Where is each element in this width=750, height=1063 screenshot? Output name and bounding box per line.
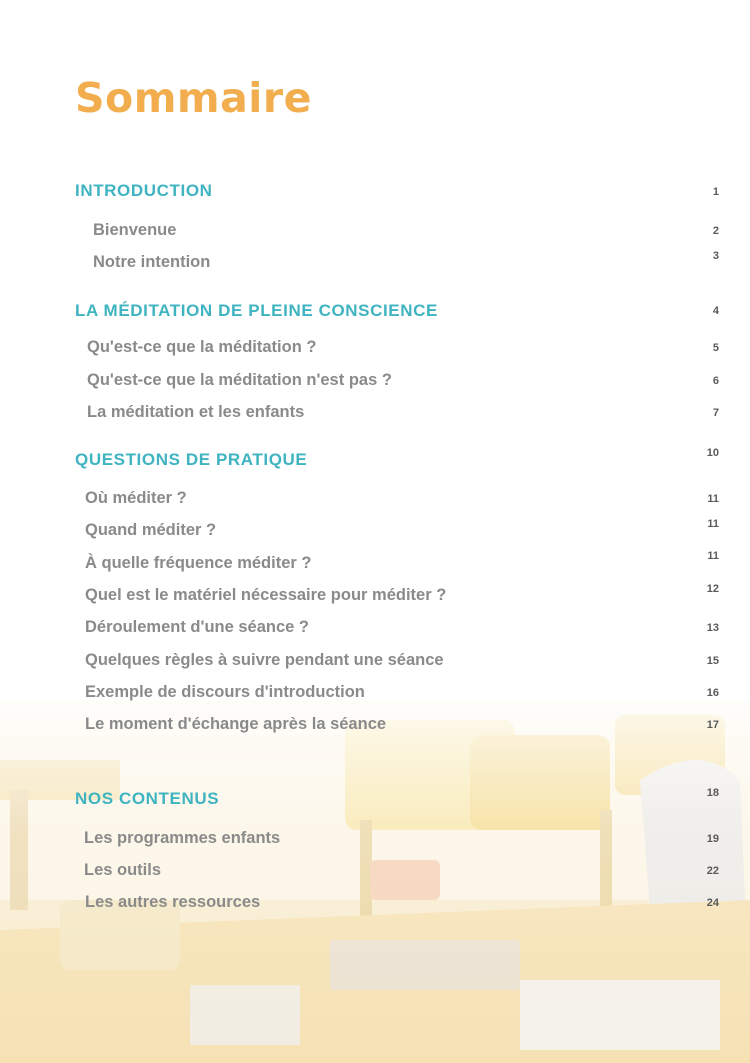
page-number: 13	[706, 622, 719, 634]
toc-item[interactable]	[0, 489, 750, 513]
section-heading: INTRODUCTION	[75, 181, 213, 200]
toc-item-label: Exemple de discours d'introduction	[85, 683, 365, 701]
page-number: 11	[707, 550, 719, 562]
toc-item[interactable]	[0, 403, 750, 427]
toc-section-contents[interactable]	[0, 789, 750, 813]
page-number: 16	[706, 687, 719, 699]
toc-item[interactable]	[0, 550, 750, 578]
toc-item-label: Les outils	[84, 861, 162, 879]
section-heading: LA MÉDITATION DE PLEINE CONSCIENCE	[75, 301, 438, 320]
toc-item[interactable]	[0, 893, 750, 917]
toc-section-practice[interactable]	[0, 447, 750, 474]
page-number: 1	[712, 186, 719, 198]
page-number: 18	[706, 787, 719, 799]
toc-item-label: La méditation et les enfants	[87, 403, 305, 421]
page-number: 3	[712, 250, 719, 262]
toc-item-label: Déroulement d'une séance ?	[85, 618, 309, 636]
toc-item[interactable]	[0, 715, 750, 739]
toc-item-label: Quel est le matériel nécessaire pour méditer ?	[85, 586, 447, 604]
page-number: 5	[712, 342, 719, 354]
page-number: 19	[706, 833, 719, 845]
page-number: 15	[706, 655, 719, 667]
toc-section-meditation[interactable]	[0, 301, 750, 325]
toc-item[interactable]	[0, 683, 750, 707]
toc-item[interactable]	[0, 250, 750, 277]
toc-item[interactable]	[0, 518, 750, 545]
toc-item-label: À quelle fréquence méditer ?	[85, 554, 312, 572]
toc-item[interactable]	[0, 861, 750, 885]
page-number: 12	[706, 583, 719, 595]
toc-item-label: Notre intention	[93, 253, 211, 271]
section-heading: NOS CONTENUS	[75, 789, 220, 808]
page-number: 7	[712, 407, 719, 419]
page-number: 10	[706, 447, 719, 459]
toc-item[interactable]	[0, 829, 750, 853]
toc-item[interactable]	[0, 221, 750, 245]
toc-item[interactable]	[0, 651, 750, 675]
page-number: 22	[706, 865, 719, 877]
page-number: 11	[707, 493, 719, 505]
toc-item[interactable]	[0, 338, 750, 362]
toc-item-label: Qu'est-ce que la méditation ?	[87, 338, 317, 356]
toc-item-label: Les autres ressources	[85, 893, 261, 911]
page-number: 11	[707, 518, 719, 530]
page-number: 24	[706, 897, 719, 909]
page-title: Sommaire	[75, 74, 312, 122]
page-number: 17	[706, 719, 719, 731]
toc-item-label: Où méditer ?	[85, 489, 187, 507]
page-number: 2	[712, 225, 719, 237]
toc-item-label: Quelques règles à suivre pendant une séance	[85, 651, 444, 669]
toc-item-label: Qu'est-ce que la méditation n'est pas ?	[87, 371, 392, 389]
toc-item-label: Quand méditer ?	[85, 521, 217, 539]
page-number: 6	[712, 375, 719, 387]
toc-item-label: Le moment d'échange après la séance	[85, 715, 387, 733]
page-number: 4	[712, 305, 719, 317]
toc-section-introduction[interactable]	[0, 181, 750, 205]
toc-item[interactable]	[0, 618, 750, 642]
toc-item-label: Les programmes enfants	[84, 829, 281, 847]
toc-item-label: Bienvenue	[93, 221, 177, 239]
toc-item[interactable]	[0, 371, 750, 395]
toc-item[interactable]	[0, 583, 750, 610]
section-heading: QUESTIONS DE PRATIQUE	[75, 450, 308, 469]
